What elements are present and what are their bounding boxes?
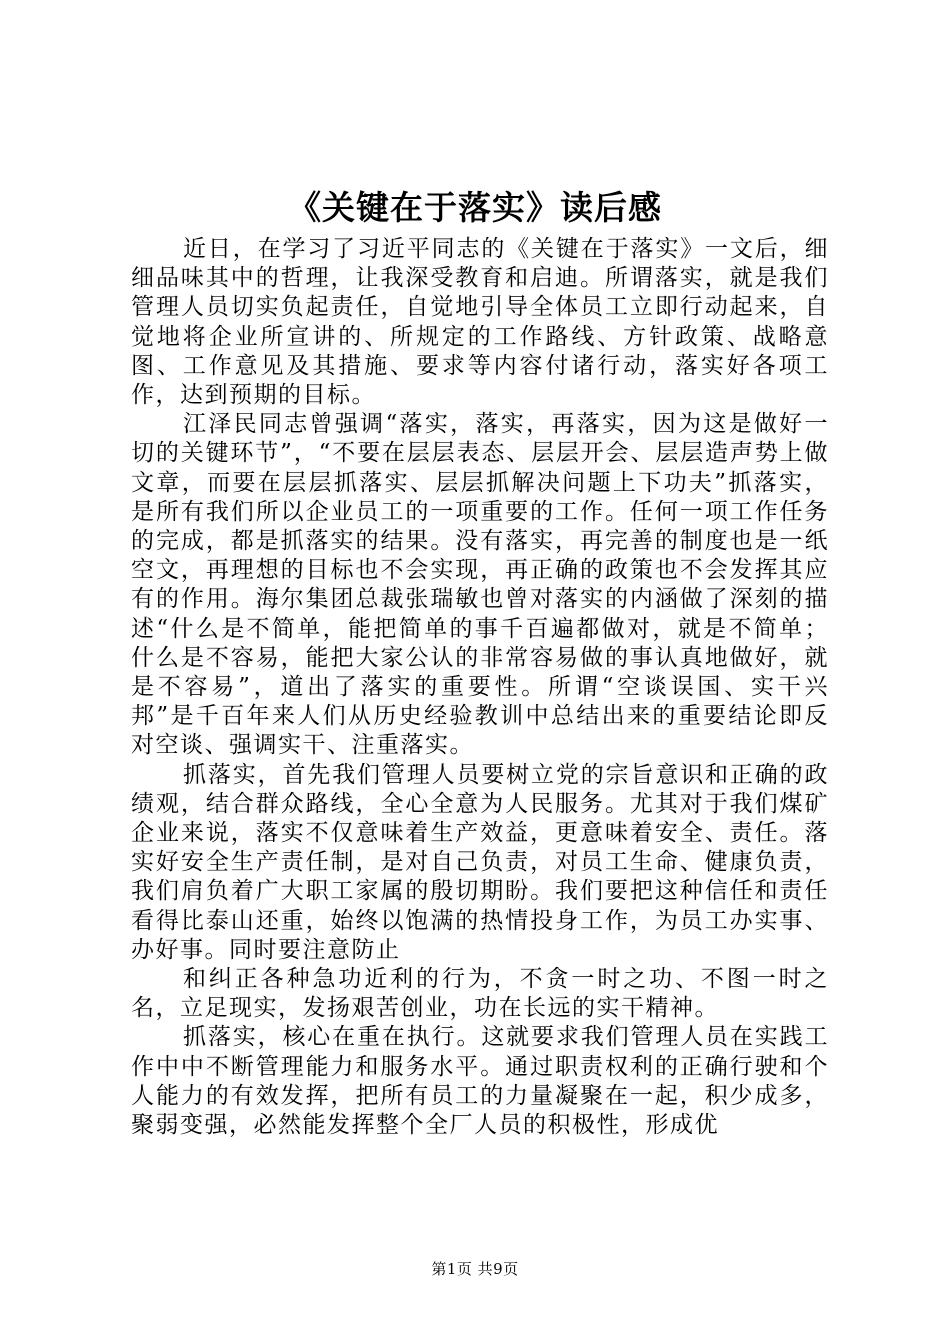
paragraph-4: 和纠正各种急功近利的行为，不贪一时之功、不图一时之名，立足现实，发扬艰苦创业，功在长远的实干精神。	[131, 966, 829, 1022]
paragraph-3: 抓落实，首先我们管理人员要树立党的宗旨意识和正确的政绩观，结合群众路线，全心全意为人民服务。尤其对于我们煤矿企业来说，落实不仅意味着生产效益，更意味着安全、责任。落实好安全生产责任制，是对自己负责，对员工生命、健康负责，我们肩负着广大职工家属的殷切期盼。我们要把这种信任和责任看得比泰山还重，始终以饱满的热情投身工作，为员工办实事、办好事。同时要注意防止	[131, 761, 829, 963]
paragraph-2: 江泽民同志曾强调“落实，落实，再落实，因为这是做好一切的关键环节”，“不要在层层表态、层层开会、层层造声势上做文章，而要在层层抓落实、层层抓解决问题上下功夫”抓落实，是所有我们所以企业员工的一项重要的工作。任何一项工作任务的完成，都是抓落实的结果。没有落实，再完善的制度也是一纸空文，再理想的目标也不会实现，再正确的政策也不会发挥其应有的作用。海尔集团总裁张瑞敏也曾对落实的内涵做了深刻的描述“什么是不简单，能把简单的事千百遍都做对，就是不简单；什么是不容易，能把大家公认的非常容易做的事认真地做好，就是不容易”，道出了落实的重要性。所谓“空谈误国、实干兴邦”是千百年来人们从历史经验教训中总结出来的重要结论即反对空谈、强调实干、注重落实。	[131, 411, 829, 759]
document-title: 《关键在于落实》读后感	[288, 188, 662, 227]
paragraph-5: 抓落实，核心在重在执行。这就要求我们管理人员在实践工作中中不断管理能力和服务水平。通过职责权利的正确行驶和个人能力的有效发挥，把所有员工的力量凝聚在一起，积少成多，聚弱变强，必然能发挥整个全厂人员的积极性，形成优	[131, 1024, 829, 1139]
paragraph-1: 近日，在学习了习近平同志的《关键在于落实》一文后，细细品味其中的哲理，让我深受教育和启迪。所谓落实，就是我们管理人员切实负起责任，自觉地引导全体员工立即行动起来，自觉地将企业所宣讲的、所规定的工作路线、方针政策、战略意图、工作意见及其措施、要求等内容付诸行动，落实好各项工作，达到预期的目标。	[131, 236, 829, 409]
document-body	[131, 235, 829, 1140]
page-footer: 第1页 共9页	[431, 1260, 519, 1278]
